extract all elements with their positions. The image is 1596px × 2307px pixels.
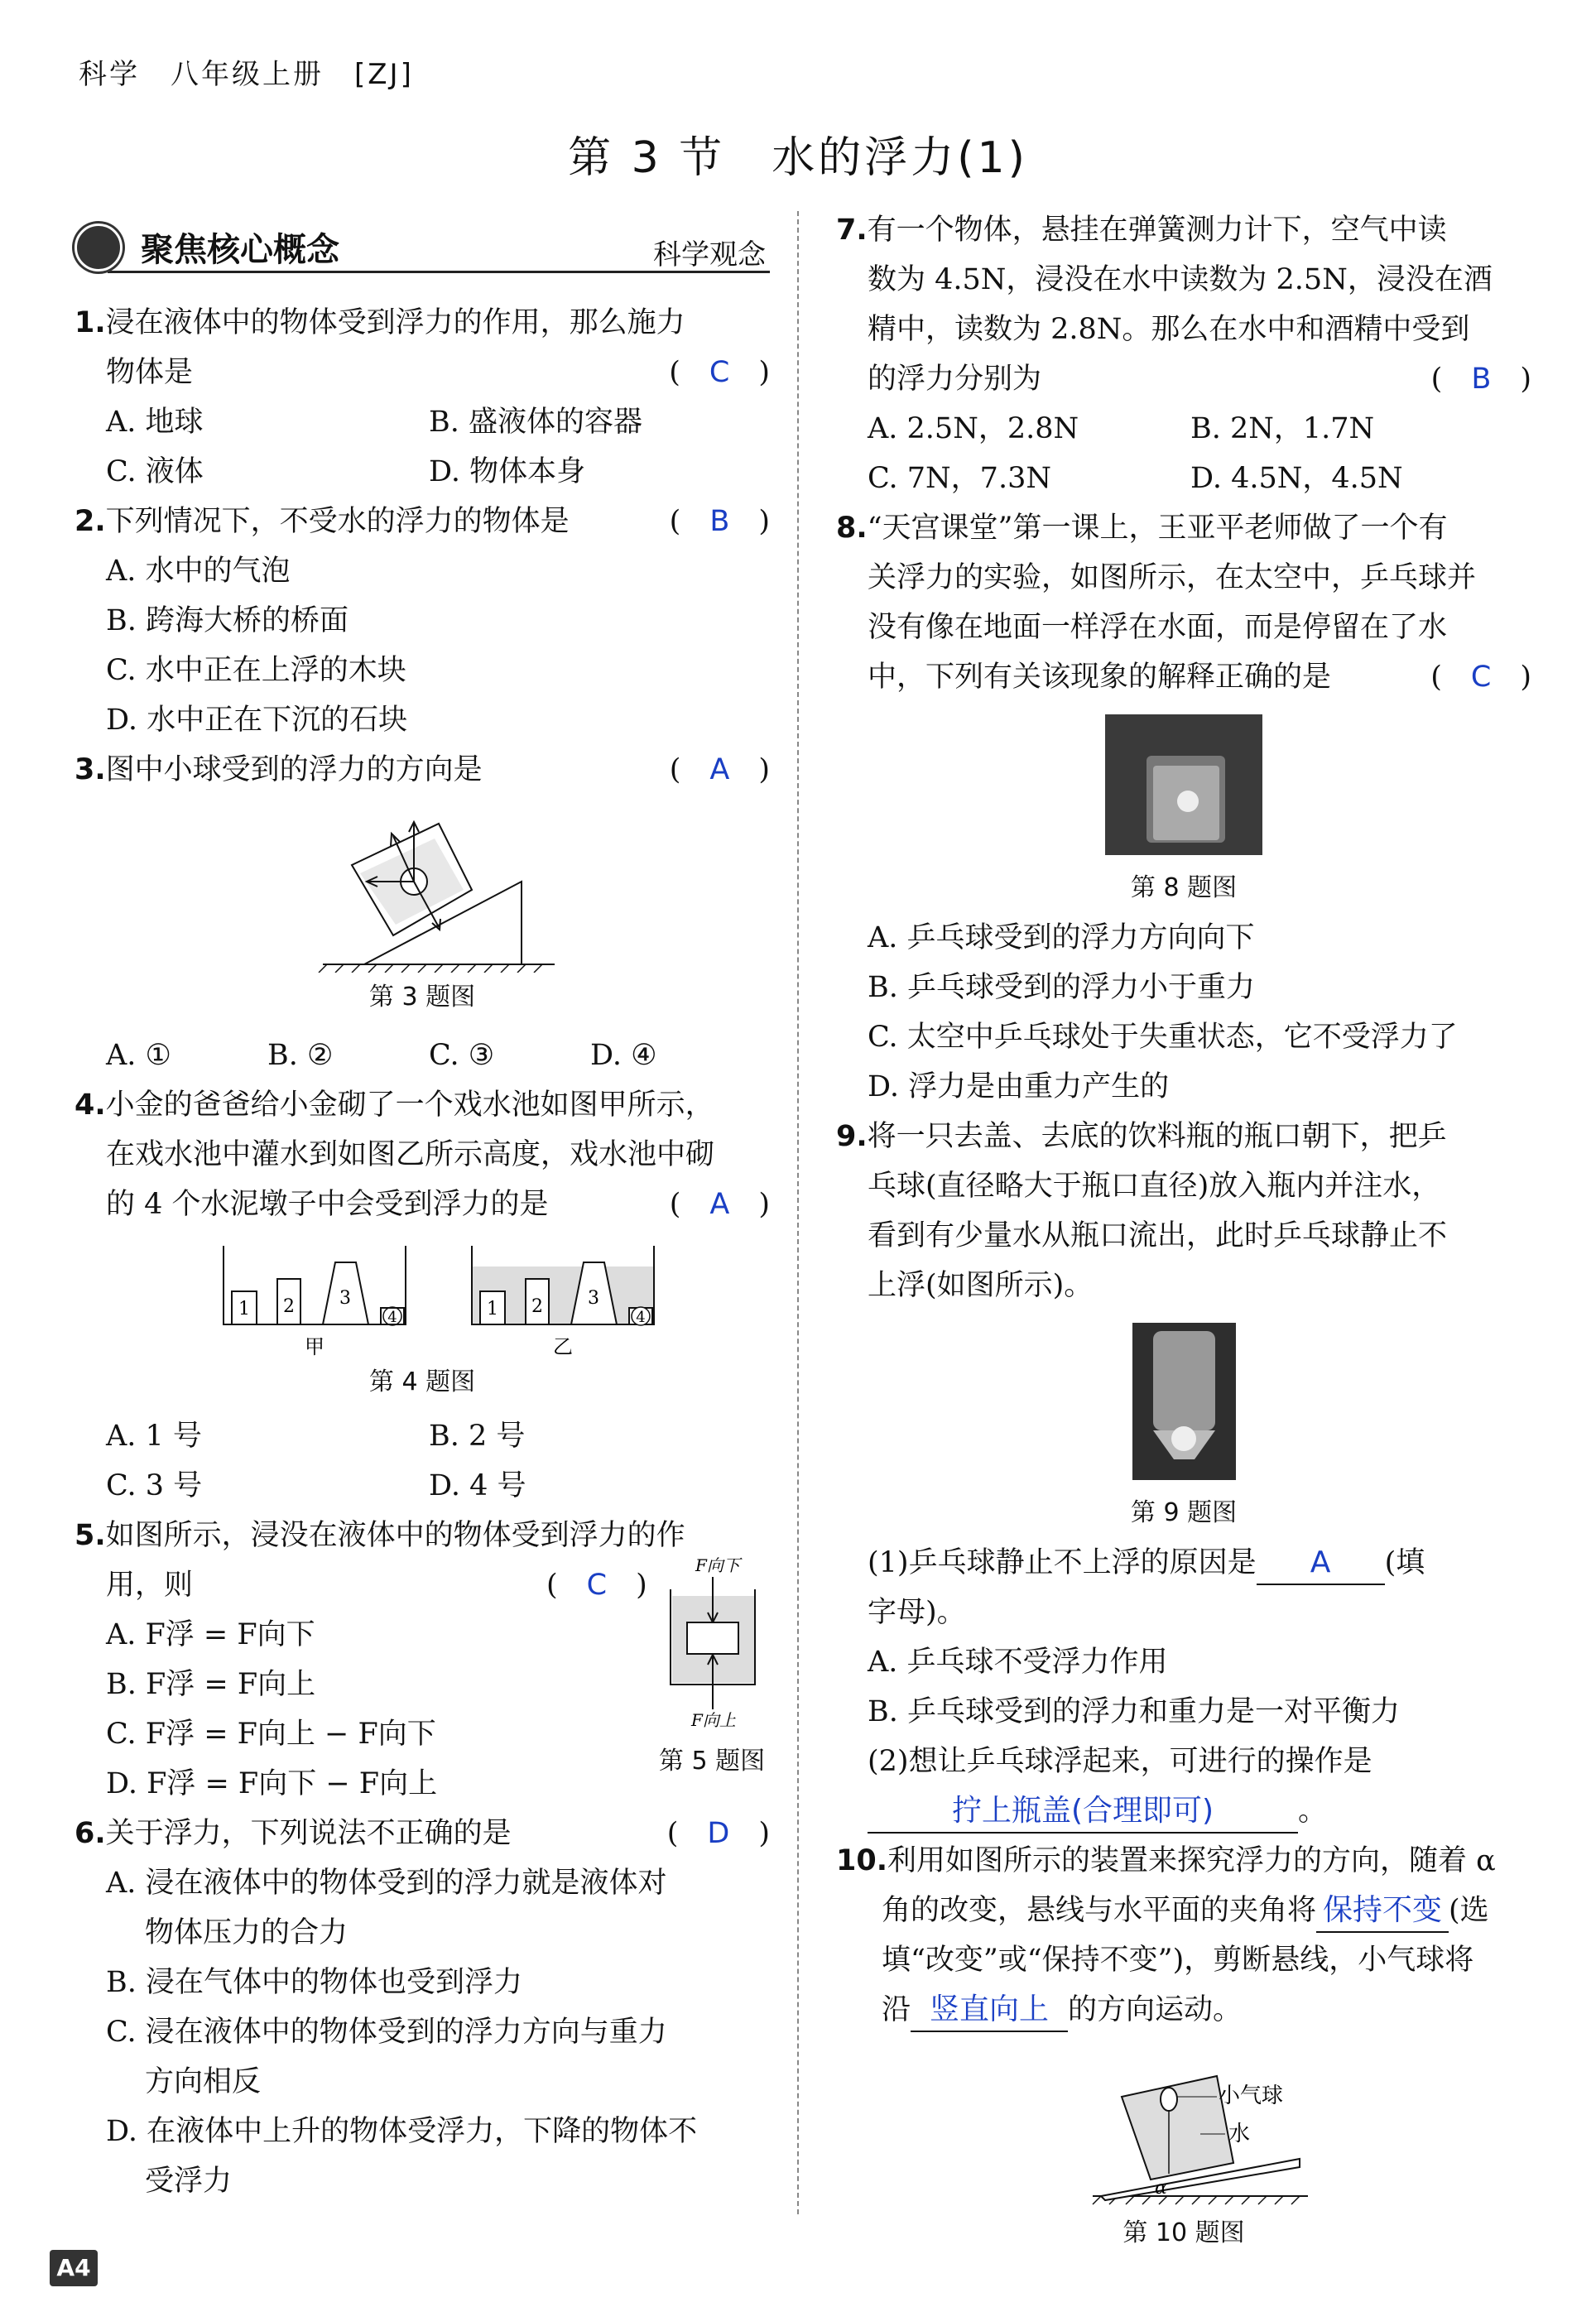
option-b: B. ② [267, 1039, 334, 1072]
answer-bracket: ( D ) [666, 1817, 770, 1850]
question-stem: 的浮力分别为 [868, 363, 1042, 396]
answer-letter: C [1470, 661, 1492, 694]
question-2 [75, 497, 770, 745]
question-stem: 的 4 个水泥墩子中会受到浮力的是 [106, 1188, 549, 1221]
question-stem: 数为 4.5N，浸没在水中读数为 2.5N，浸没在酒 [868, 263, 1493, 296]
option-c: C. 7N，7.3N [868, 462, 1051, 495]
question-number: 9. [836, 1120, 868, 1153]
question-stem: 浸在液体中的物体受到浮力的作用，那么施力 [105, 306, 685, 339]
question-stem: 将一只去盖、去底的饮料瓶的瓶口朝下，把乒 [867, 1120, 1447, 1153]
section-heading [75, 217, 770, 275]
figure-caption: 第 3 题图 [368, 983, 476, 1012]
option-b: B. 乒乓球受到的浮力和重力是一对平衡力 [868, 1695, 1400, 1728]
svg-text:2: 2 [531, 1296, 543, 1317]
question-stem: 在戏水池中灌水到如图乙所示高度，戏水池中砌 [106, 1138, 715, 1171]
question-number: 10. [836, 1844, 888, 1877]
question-5 [75, 1511, 770, 1809]
question-stem: 物体是 [106, 356, 194, 389]
svg-text:3: 3 [588, 1288, 599, 1309]
question-stem: “天宫课堂”第一课上，王亚平老师做了一个有 [867, 512, 1448, 545]
question-stem: 关浮力的实验，如图所示，在太空中，乒乓球并 [868, 561, 1477, 594]
handwritten-answer: 竖直向上 [930, 1992, 1050, 2026]
option-a: A. 地球 [106, 406, 204, 439]
option-c: C. 太空中乒乓球处于失重状态，它不受浮力了 [868, 1021, 1458, 1054]
section-bullet-icon [75, 223, 123, 272]
option-c: C. F浮 = F向上 − F向下 [106, 1718, 436, 1751]
figure-caption: 第 5 题图 [658, 1747, 766, 1776]
question-number: 4. [75, 1089, 106, 1122]
handwritten-answer: 保持不变 [1323, 1893, 1443, 1927]
question-10: 10.利用如图所示的装置来探究浮力的方向，随着 α 角的改变，悬线与水平面的夹角将 保持不变 (选 填“改变”或“保持不变”)，剪断悬线，小气球将 沿 竖直向上 的方向运动。 小气球 水 α 第 10 题图 [836, 1836, 1531, 2258]
option-c: C. 水中正在上浮的木块 [106, 654, 406, 687]
figure-3 [75, 807, 770, 973]
question-stem: 下列情况下，不受水的浮力的物体是 [105, 505, 570, 538]
option-a-cont: 物体压力的合力 [145, 1916, 349, 1949]
option-c: C. 液体 [106, 455, 204, 488]
question-number: 5. [75, 1519, 106, 1552]
svg-text:1: 1 [487, 1299, 498, 1319]
option-c: C. 3 号 [106, 1469, 203, 1502]
option-b: B. F浮 = F向上 [106, 1668, 316, 1701]
option-a: A. ① [106, 1039, 171, 1072]
answer-letter: C [709, 356, 730, 389]
option-c: C. 浸在液体中的物体受到的浮力方向与重力 [106, 2016, 667, 2049]
question-stem: 精中，读数为 2.8N。那么在水中和酒精中受到 [868, 313, 1470, 346]
label-alpha: α [1155, 2178, 1167, 2199]
option-d: D. 物体本身 [429, 455, 586, 488]
question-number: 8. [836, 512, 868, 545]
experiment-photo [1105, 714, 1262, 855]
question-1 [75, 298, 770, 497]
question-stem: 没有像在地面一样浮在水面，而是停留在了水 [868, 611, 1448, 644]
answer-bracket: ( C ) [669, 356, 770, 389]
option-d: D. 在液体中上升的物体受浮力，下降的物体不 [106, 2115, 698, 2148]
option-d: D. F浮 = F向下 − F向上 [106, 1767, 438, 1800]
figure-4 [75, 1242, 770, 1358]
section-title: 聚焦核心概念 [141, 231, 339, 269]
option-b: B. 乒乓球受到的浮力小于重力 [868, 971, 1255, 1004]
answer-letter: B [1471, 363, 1492, 396]
label-water: 水 [1228, 2122, 1251, 2146]
label-ball: 小气球 [1219, 2084, 1284, 2108]
question-number: 3. [75, 753, 106, 786]
figure-caption: 第 8 题图 [1130, 873, 1238, 902]
svg-text:2: 2 [283, 1296, 295, 1317]
question-number: 7. [836, 214, 868, 247]
answer-letter: D [707, 1817, 730, 1850]
question-number: 2. [75, 505, 106, 538]
page-title: 第 3 节 水的浮力(1) [568, 133, 1028, 183]
option-c: C. ③ [429, 1039, 495, 1072]
option-b: B. 盛液体的容器 [429, 406, 642, 439]
answer-letter: C [586, 1569, 608, 1602]
f-down-label: F向下 [695, 1556, 740, 1575]
column-divider [797, 211, 799, 2214]
option-b: B. 跨海大桥的桥面 [106, 604, 349, 637]
option-a: A. 乒乓球不受浮力作用 [868, 1646, 1168, 1679]
svg-text:3: 3 [339, 1288, 351, 1309]
handwritten-answer: 拧上瓶盖(合理即可) [951, 1794, 1214, 1828]
option-d: D. 4 号 [429, 1469, 526, 1502]
question-stem: 小金的爸爸给小金砌了一个戏水池如图甲所示， [105, 1089, 714, 1122]
option-d: D. 水中正在下沉的石块 [106, 704, 408, 737]
svg-text:1: 1 [238, 1299, 250, 1319]
right-column [836, 205, 1531, 2258]
question-3 [75, 745, 770, 1080]
option-a: A. 乒乓球受到的浮力方向向下 [868, 921, 1255, 954]
figure-caption: 第 9 题图 [1130, 1498, 1238, 1527]
option-b: B. 2 号 [429, 1420, 526, 1453]
answer-bracket: ( B ) [1430, 363, 1531, 396]
question-4 [75, 1080, 770, 1511]
question-stem: 关于浮力，下列说法不正确的是 [105, 1817, 512, 1850]
option-d: D. 4.5N，4.5N [1190, 462, 1403, 495]
svg-text:4: 4 [387, 1309, 397, 1326]
question-stem: 用，则 [106, 1569, 194, 1602]
figure-10 [836, 2051, 1531, 2208]
question-number: 1. [75, 306, 106, 339]
question-stem: 看到有少量水从瓶口流出，此时乒乓球静止不 [868, 1219, 1448, 1252]
question-7 [836, 205, 1531, 503]
section-subtitle: 科学观念 [653, 238, 766, 272]
question-stem: 乓球(直径略大于瓶口直径)放入瓶内并注水， [868, 1170, 1441, 1203]
option-a: A. 2.5N，2.8N [868, 412, 1079, 445]
page-header: 科学 八年级上册 [ZJ] [79, 58, 414, 91]
question-8 [836, 503, 1531, 1112]
svg-text:甲: 甲 [305, 1335, 324, 1358]
question-stem: 如图所示，浸没在液体中的物体受到浮力的作 [105, 1519, 685, 1552]
option-b: B. 浸在气体中的物体也受到浮力 [106, 1966, 522, 1999]
option-d: D. 浮力是由重力产生的 [868, 1070, 1170, 1103]
option-d-cont: 受浮力 [145, 2165, 233, 2198]
option-a: A. 浸在液体中的物体受到的浮力就是液体对 [106, 1867, 667, 1900]
question-6 [75, 1809, 770, 2206]
question-stem: 中，下列有关该现象的解释正确的是 [868, 661, 1332, 694]
answer-bracket: ( B ) [669, 505, 770, 538]
sub-question-2: (2)想让乒乓球浮起来，可进行的操作是 [868, 1745, 1372, 1778]
question-stem: 利用如图所示的装置来探究浮力的方向，随着 α [887, 1844, 1496, 1877]
figure-5 [654, 1556, 770, 1776]
option-c-cont: 方向相反 [145, 2065, 262, 2098]
answer-bracket: ( A ) [669, 1188, 770, 1221]
figure-caption: 第 10 题图 [1122, 2218, 1245, 2247]
option-b: B. 2N，1.7N [1190, 412, 1375, 445]
option-d: D. ④ [590, 1039, 657, 1072]
page-number: A4 [50, 2250, 98, 2286]
svg-text:4: 4 [636, 1309, 646, 1326]
question-stem: 有一个物体，悬挂在弹簧测力计下，空气中读 [867, 214, 1447, 247]
answer-letter: B [709, 505, 730, 538]
question-number: 6. [75, 1817, 106, 1850]
answer-bracket: ( C ) [546, 1569, 647, 1602]
question-stem: 上浮(如图所示)。 [868, 1269, 1094, 1302]
f-up-label: F向上 [691, 1710, 736, 1730]
option-a: A. F浮 = F向下 [106, 1618, 315, 1651]
answer-letter: A [709, 753, 730, 786]
answer-letter: A [709, 1188, 730, 1221]
question-stem: 图中小球受到的浮力的方向是 [105, 753, 483, 786]
figure-caption: 第 4 题图 [368, 1367, 476, 1396]
option-a: A. 1 号 [106, 1420, 202, 1453]
option-a: A. 水中的气泡 [106, 555, 291, 588]
bottle-photo [1132, 1323, 1236, 1480]
svg-text:乙: 乙 [553, 1335, 573, 1358]
sub-question-1: (1)乒乓球静止不上浮的原因是 [868, 1546, 1257, 1579]
handwritten-answer: A [1310, 1545, 1331, 1579]
answer-bracket: ( C ) [1430, 661, 1531, 694]
left-column [75, 298, 770, 2206]
question-9: 9.将一只去盖、去底的饮料瓶的瓶口朝下，把乒 乓球(直径略大于瓶口直径)放入瓶内并注水， 看到有少量水从瓶口流出，此时乒乓球静止不 上浮(如图所示)。 第 9 题图 (1)乒乓球静止不上浮的原因是 A (填 字母)。 A. 乒乓球不受浮力作用 B. 乒乓球受到的浮力和重力是一对平衡力 (2)想让乒乓球浮起来，可进行的操作是 拧上瓶盖(合理即可) 。 [836, 1112, 1531, 1836]
answer-bracket: ( A ) [669, 753, 770, 786]
